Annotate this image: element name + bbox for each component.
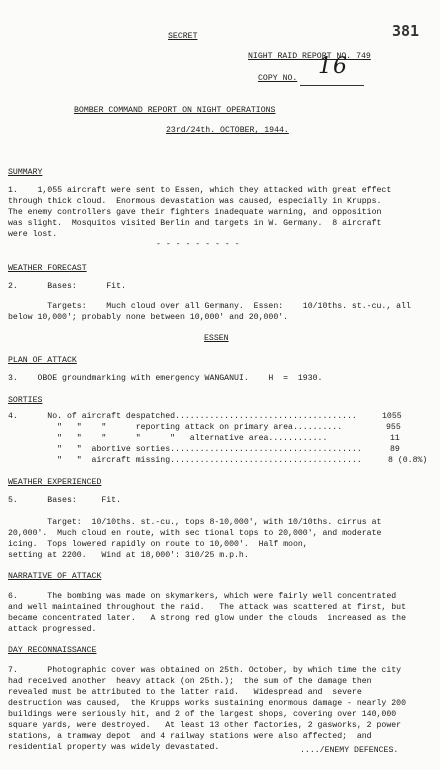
narrative-line: became concentrated later. A strong red glow under the clouds increased as the [8, 614, 406, 623]
experienced-line: 20,000'. Much cloud en route, with sec tional tops to 20,000', and moderate [8, 529, 382, 538]
copy-number: 16 [318, 54, 348, 79]
experienced-line: icing. Tops lowered rapidly on route to 10,000'. Half moon, [8, 540, 308, 549]
sortie-row-value: 1055 [382, 412, 402, 421]
recon-line: had received another heavy attack (on 25th.); the sum of the damage then [8, 677, 372, 686]
sortie-row-label: " " " " " alternative area............ [8, 434, 328, 443]
recon-line: stations, a tramway depot and 4 railway stations were also affected; and [8, 732, 372, 741]
forecast-targets-line: below 10,000'; probably none between 10,000' and 20,000'. [8, 313, 289, 322]
narrative-heading: NARRATIVE OF ATTACK [8, 572, 102, 581]
continuation-note: ..../ENEMY DEFENCES. [300, 746, 399, 755]
experienced-line: Target: 10/10ths. st.-cu., tops 8-10,000', with 10/10ths. cirrus at [8, 518, 382, 527]
plan-heading: PLAN OF ATTACK [8, 356, 77, 365]
weather-experienced-heading: WEATHER EXPERIENCED [8, 478, 102, 487]
recon-line: square yards, were destroyed. At least 13 other factories, 2 gasworks, 2 power [8, 721, 402, 730]
copy-number-underline [300, 85, 364, 86]
recon-heading: DAY RECONNAISSANCE [8, 646, 97, 655]
recon-line: revealed must be attributed to the latter raid. Widespread and severe [8, 688, 362, 697]
sortie-row-value: 89 [390, 445, 400, 454]
forecast-targets-line: Targets: Much cloud over all Germany. Essen: 10/10ths. st.-cu., all [8, 302, 411, 311]
recon-line: destruction was caused, the Krupps works sustaining enormous damage - nearly 200 [8, 699, 406, 708]
experienced-line: setting at 2200. Wind at 18,000': 310/25 m.p.h. [8, 551, 249, 560]
narrative-line: and well maintained throughout the raid. The attack was scattered at first, but [8, 603, 406, 612]
weather-forecast-heading: WEATHER FORECAST [8, 264, 87, 273]
summary-line: were lost. [8, 230, 58, 239]
recon-line: 7. Photographic cover was obtained on 25th. October, by which time the city [8, 666, 402, 675]
summary-separator: - - - - - - - - - [156, 240, 240, 249]
summary-line: through thick cloud. Enormous devastation was caused, especially in Krupps. [8, 197, 382, 206]
forecast-bases: 2. Bases: Fit. [8, 282, 126, 291]
copy-label: COPY NO. [258, 74, 298, 83]
experienced-bases: 5. Bases: Fit. [8, 496, 122, 505]
report-date: 23rd/24th. OCTOBER, 1944. [166, 126, 289, 135]
summary-line: 1. 1,055 aircraft were sent to Essen, which they attacked with great effect [8, 186, 392, 195]
essen-heading: ESSEN [204, 334, 229, 343]
report-main-title: BOMBER COMMAND REPORT ON NIGHT OPERATIONS [74, 106, 276, 115]
sortie-row-value: 11 [390, 434, 400, 443]
sortie-row-value: 955 [386, 423, 401, 432]
page-number: 381 [392, 22, 420, 40]
sortie-row-label: " " abortive sorties....................................... [8, 445, 362, 454]
recon-line: buildings were seriously hit, and 2 of the largest shops, covering over 140,000 [8, 710, 397, 719]
plan-line: 3. OBOE groundmarking with emergency WANGANUI. H = 1930. [8, 374, 323, 383]
sortie-row-label: " " " reporting attack on primary area.......... [8, 423, 343, 432]
summary-line: The enemy controllers gave their fighters inadequate warning, and opposition [8, 208, 382, 217]
sortie-row-value: 8 (0.8%) [388, 456, 428, 465]
summary-line: was slight. Mosquitos visited Berlin and targets in W. Germany. 8 aircraft [8, 219, 382, 228]
narrative-line: attack progressed. [8, 625, 97, 634]
recon-line: residential property was widely devastated. [8, 743, 220, 752]
secret-classification: SECRET [168, 32, 198, 41]
sorties-heading: SORTIES [8, 396, 43, 405]
sortie-row-label: 4. No. of aircraft despatched..................................... [8, 412, 357, 421]
sortie-row-label: " " aircraft missing....................................... [8, 456, 362, 465]
narrative-line: 6. The bombing was made on skymarkers, which were fairly well concentrated [8, 592, 397, 601]
report-title: NIGHT RAID REPORT NO. 749 [248, 52, 371, 61]
summary-heading: SUMMARY [8, 168, 43, 177]
